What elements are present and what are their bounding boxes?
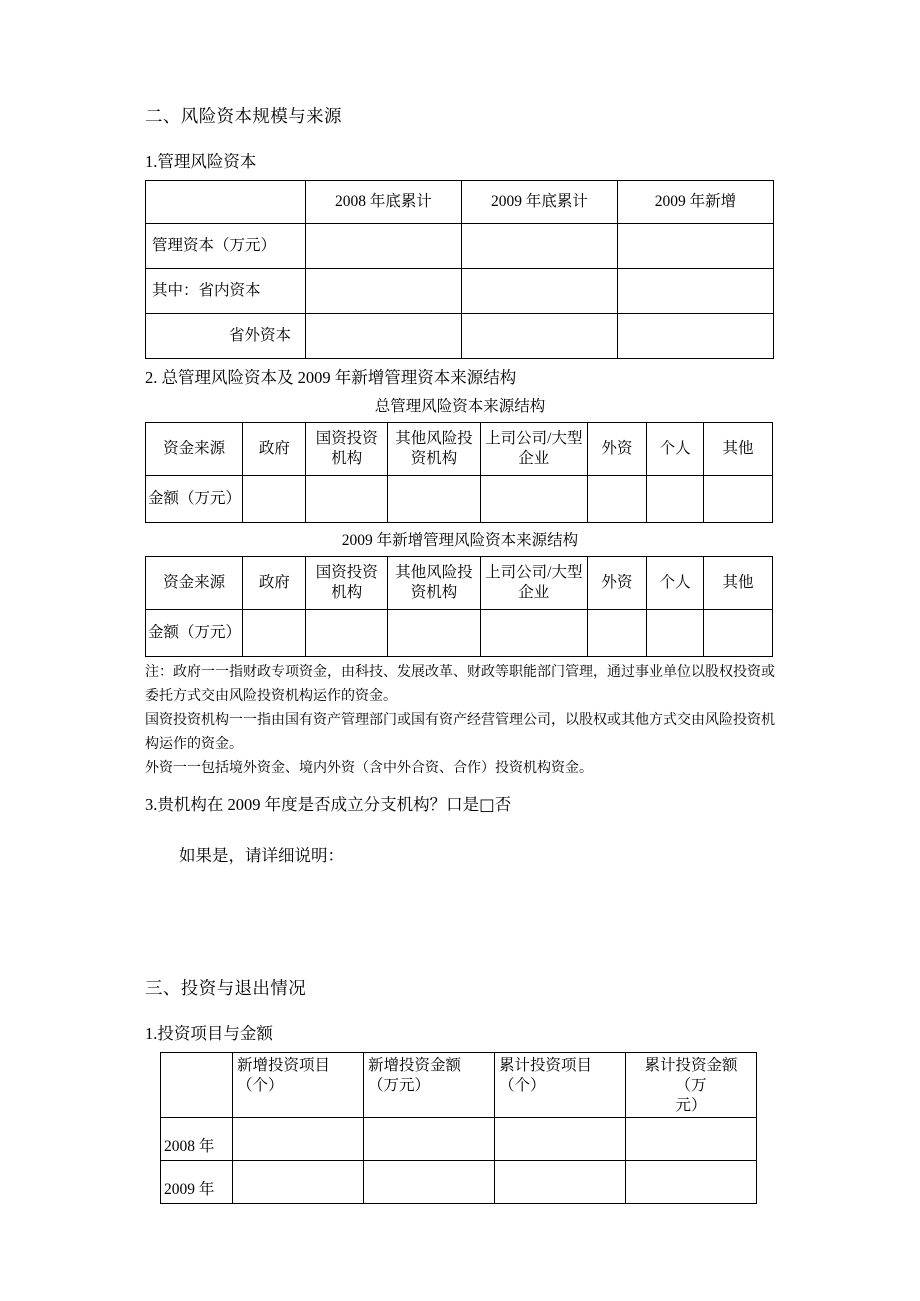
document-content bbox=[145, 105, 775, 1208]
header-line-2: （个） bbox=[499, 1076, 546, 1094]
footnote-foreign-capital: 外资一一包括境外资金、境内外资（含中外合资、合作）投资机构资金。 bbox=[145, 760, 593, 776]
input-cell[interactable] bbox=[388, 609, 481, 656]
section-heading-2: 二、风险资本规模与来源 bbox=[145, 106, 342, 126]
row-label: 管理资本（万元） bbox=[146, 223, 306, 268]
input-cell[interactable] bbox=[364, 1161, 495, 1204]
table-header-cell bbox=[161, 1053, 233, 1118]
total-source-structure-table bbox=[145, 422, 773, 523]
row-label: 省外资本 bbox=[146, 313, 306, 358]
investment-projects-table bbox=[160, 1052, 757, 1204]
table-row bbox=[146, 268, 774, 313]
table-row bbox=[146, 313, 774, 358]
input-cell[interactable] bbox=[626, 1161, 757, 1204]
subheading-managed-risk-capital: 1.管理风险资本 bbox=[145, 151, 257, 171]
table-header-cell: 外资 bbox=[587, 556, 646, 609]
input-cell[interactable] bbox=[243, 475, 306, 522]
input-cell[interactable] bbox=[462, 223, 618, 268]
table-row bbox=[161, 1161, 757, 1204]
table-header-cell bbox=[626, 1053, 757, 1118]
input-cell[interactable] bbox=[388, 475, 481, 522]
table-header-cell: 其他风险投资机构 bbox=[388, 422, 481, 475]
checkbox-no-label: 否 bbox=[494, 794, 512, 814]
table-header-cell: 个人 bbox=[647, 422, 704, 475]
input-cell[interactable] bbox=[647, 475, 704, 522]
question-branch-establishment bbox=[145, 793, 775, 816]
input-cell[interactable] bbox=[233, 1118, 364, 1161]
input-cell[interactable] bbox=[495, 1161, 626, 1204]
footnotes bbox=[145, 661, 775, 781]
footnote-state-investment: 国资投资机构一一指由国有资产管理部门或国有资产经营管理公司，以股权或其他方式交由风险投资机构运作的资金。 bbox=[145, 712, 775, 752]
table-header-cell: 政府 bbox=[243, 422, 306, 475]
input-cell[interactable] bbox=[618, 313, 774, 358]
header-line-1: 累计投资项目 bbox=[499, 1057, 593, 1074]
input-cell[interactable] bbox=[704, 475, 773, 522]
table-header-cell: 2009 年底累计 bbox=[462, 180, 618, 223]
subheading-investment-projects: 1.投资项目与金额 bbox=[145, 1023, 273, 1043]
subheading-capital-source-structure: 2. 总管理风险资本及 2009 年新增管理资本来源结构 bbox=[145, 367, 517, 387]
input-cell[interactable] bbox=[364, 1118, 495, 1161]
table-header-cell bbox=[364, 1053, 495, 1118]
input-cell[interactable] bbox=[587, 609, 646, 656]
caption-new-source-structure: 2009 年新增管理风险资本来源结构 bbox=[341, 531, 579, 549]
input-cell[interactable] bbox=[480, 475, 587, 522]
row-label: 2008 年 bbox=[161, 1118, 233, 1161]
table-header-cell: 个人 bbox=[647, 556, 704, 609]
table-row bbox=[146, 223, 774, 268]
input-cell[interactable] bbox=[306, 268, 462, 313]
table-header-cell: 国资投资机构 bbox=[306, 556, 388, 609]
table-header-cell: 其他风险投资机构 bbox=[388, 556, 481, 609]
input-cell[interactable] bbox=[587, 475, 646, 522]
input-cell[interactable] bbox=[233, 1161, 364, 1204]
input-cell[interactable] bbox=[462, 268, 618, 313]
table-header-cell: 上司公司/大型企业 bbox=[480, 422, 587, 475]
header-line-2: （个） bbox=[237, 1076, 284, 1094]
row-label: 金额（万元） bbox=[146, 609, 243, 656]
table-header-cell bbox=[495, 1053, 626, 1118]
row-label: 2009 年 bbox=[161, 1161, 233, 1204]
table-header-cell: 其他 bbox=[704, 422, 773, 475]
question-text: 3.贵机构在 2009 年度是否成立分支机构？ bbox=[145, 794, 447, 814]
input-cell[interactable] bbox=[306, 475, 388, 522]
input-cell[interactable] bbox=[704, 609, 773, 656]
table-header-cell: 外资 bbox=[587, 422, 646, 475]
table-header-cell: 政府 bbox=[243, 556, 306, 609]
row-label: 其中：省内资本 bbox=[146, 268, 306, 313]
input-cell[interactable] bbox=[306, 223, 462, 268]
header-line-1: 新增投资金额 bbox=[368, 1057, 462, 1074]
table-header-cell: 上司公司/大型企业 bbox=[480, 556, 587, 609]
header-line-2: 元） bbox=[675, 1096, 707, 1114]
caption-total-source-structure: 总管理风险资本来源结构 bbox=[374, 398, 546, 416]
table-header-row bbox=[161, 1053, 757, 1118]
input-cell[interactable] bbox=[618, 268, 774, 313]
table-header-cell bbox=[233, 1053, 364, 1118]
input-cell[interactable] bbox=[462, 313, 618, 358]
table-header-cell: 资金来源 bbox=[146, 422, 243, 475]
input-cell[interactable] bbox=[480, 609, 587, 656]
table-header-cell: 国资投资机构 bbox=[306, 422, 388, 475]
table-header-cell: 其他 bbox=[704, 556, 773, 609]
section-heading-3: 三、投资与退出情况 bbox=[145, 978, 307, 999]
checkbox-no[interactable]: □ bbox=[479, 794, 495, 814]
table-header-cell: 2008 年底累计 bbox=[306, 180, 462, 223]
table-row bbox=[146, 475, 773, 522]
table-header-cell: 资金来源 bbox=[146, 556, 243, 609]
checkbox-yes[interactable]: 口 bbox=[446, 794, 463, 814]
table-header-cell: 2009 年新增 bbox=[618, 180, 774, 223]
table-header-row bbox=[146, 422, 773, 475]
input-cell[interactable] bbox=[306, 313, 462, 358]
checkbox-yes-label: 是 bbox=[462, 794, 480, 814]
input-cell[interactable] bbox=[495, 1118, 626, 1161]
header-line-1: 累计投资金额（万 bbox=[644, 1057, 738, 1094]
input-cell[interactable] bbox=[243, 609, 306, 656]
table-header-row bbox=[146, 556, 773, 609]
input-cell[interactable] bbox=[618, 223, 774, 268]
table-row bbox=[146, 609, 773, 656]
new-source-structure-table bbox=[145, 556, 773, 657]
footnote-government: 注：政府一一指财政专项资金，由科技、发展改革、财政等职能部门管理，通过事业单位以股权投资或委托方式交由风险投资机构运作的资金。 bbox=[145, 664, 775, 704]
table-header-row bbox=[146, 180, 774, 223]
table-header-cell bbox=[146, 180, 306, 223]
input-cell[interactable] bbox=[306, 609, 388, 656]
input-cell[interactable] bbox=[647, 609, 704, 656]
row-label: 金额（万元） bbox=[146, 475, 243, 522]
question-branch-details-prompt: 如果是，请详细说明： bbox=[179, 846, 344, 866]
managed-capital-table bbox=[145, 180, 774, 359]
input-cell[interactable] bbox=[626, 1118, 757, 1161]
header-line-2: （万元） bbox=[368, 1076, 431, 1094]
blank-answer-area[interactable] bbox=[145, 867, 775, 977]
table-row bbox=[161, 1118, 757, 1161]
header-line-1: 新增投资项目 bbox=[237, 1057, 331, 1074]
